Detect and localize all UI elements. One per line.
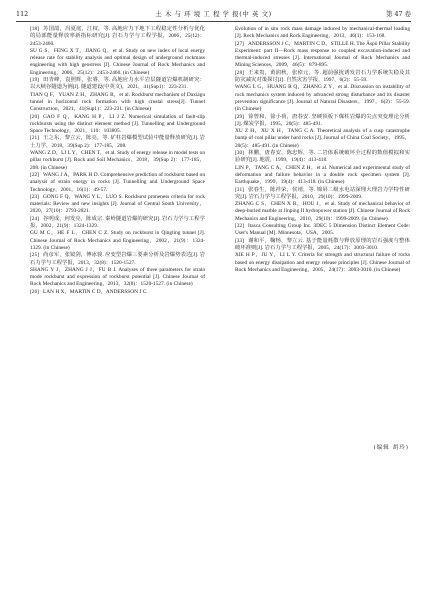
reference-translation [30,267,205,289]
reference-entry [222,26,410,41]
reference-line: TIAN Q F，YUAN Z H，ZHANG R，et al. Rockburst mechanism of Daxiagu tunnel in horizontal rock formation with high crustal stress[J]. Tunnel Construction，2021，41(Sup1)：223-231. (in Chinese) [30,91,205,113]
reference-translation [235,252,410,274]
reference-number: [19] [30,77,39,84]
reference-line: 张春生，陈祥荣，侯靖，等. 锦屏二级水电站深埋大理岩力学特性研究[J]. 岩石力学与工程学报，2010，29(10)：1999-2009. [235,186,410,200]
reference-text [30,135,205,150]
reference-number: [31] [235,186,244,193]
reference-entry [17,172,205,194]
reference-translation [30,150,205,172]
reference-line: XIE H P，JU Y，LI L Y. Criteria for strength and structural failure of rocks based on energy dissipation and energy release principles [J]. Chinese Journal of Rock Mechanics and Engineering，2005，24(17)：3003-3010. (in Chinese) [235,252,410,273]
reference-line: 尚彦军，张镜剑，傅冰骏. 应变型岩爆三要素分析及岩爆势表达[J]. 岩石力学与工程学报，2013，32(8)：1520-1527. [30,252,205,266]
reference-text [30,252,205,267]
reference-text [235,150,410,165]
reference-line: 徐曾和，徐小荷，唐春安. 坚硬顶板下煤柱岩爆的尖点突变理论分析[J]. 煤炭学报，1995，20(5)：485-491. [235,113,410,127]
reference-number: [33] [235,237,244,244]
reference-number: [30] [235,150,244,157]
reference-translation [235,165,410,187]
reference-line: 王来贵，黄润秋，张倬元，等. 超前强扰诱发岩石力学系统失稳及其防灾减灾对策探讨[J]. 自然灾害学报，1997，6(2)：55-59. [235,69,410,84]
reference-translation [30,48,205,77]
reference-number: [32] [235,223,244,230]
reference-number: [24] [30,215,39,222]
reference-number: [29] [235,113,244,120]
reference-number: [21] [30,135,39,142]
references-right-column [222,26,410,274]
reference-line: Itasca Consulting Group Inc. 3DEC 5 Dimension Distinct Element Code: User's Manual [M]. Minnesota，USA，2005. [235,223,410,237]
reference-entry [17,252,205,288]
reference-text [235,114,410,129]
reference-text [235,187,410,202]
reference-entry [222,238,410,274]
reference-line: LIN P，TANG C A，CHEN Z H，et al. Numerical and experimental study of deformation and failure behavior in a double rock specimen system [J]. Earthquake，1999，19(4)：413-418. (in Chinese) [235,164,410,186]
reference-line: 田青峰，袁照辉，张睿，等. 高地应力水平岩层隧道岩爆机制研究：以大峡谷隧道为例[J]. 隧道建设(中英文)，2021，41(Sup1)：223-231. [30,77,205,91]
reference-line: SU G S，FENG X T，JIANG Q，et al. Study on new index of local energy release rate for stability analysis and optimal design of underground rockmass engineering with high geostress [J]. Chinese Journal of Rock Mechanics and Engineering，2006，25(12)：2453-2460. (in Chinese) [30,47,205,76]
header-rule [16,21,411,22]
reference-number: [28] [235,69,244,76]
reference-line: WANG Z D，LI L Y，CHEN T，et al. Study of energy release in model tests on pillar rockburst [J]. Rock and Soil Mechanics，2018，39(Sup 2)：177-185，208. (in Chinese) [30,150,205,171]
reference-number: [23] [30,193,39,200]
reference-entry [17,77,205,113]
reference-text [30,194,205,216]
reference-text [235,26,410,41]
reference-line: ZHANG C S，CHEN X R，HOU J，et al. Study of mechanical behavior of deep-buried marble at Jinping II hydropower station [J]. Chinese Journal of Rock Mechanics and Engineering，2010，29(10)：1999-2009. (in Chinese) [235,201,410,222]
reference-entry [222,187,410,223]
reference-number: [18] [30,26,39,32]
reference-entry [17,135,205,171]
reference-translation [235,201,410,223]
reference-entry [17,26,205,77]
page-number: 112 [16,10,29,18]
reference-translation [30,230,205,252]
reference-text [30,216,205,231]
reference-text [30,26,205,48]
reference-line: 王之东，黎立云，陈亮，等. 矿柱岩爆模型试验中能量释放研究[J]. 岩土力学，2018，39(Sup 2)：177-185，208. [30,135,205,149]
reference-entry [222,223,410,238]
reference-number: [22] [30,171,39,178]
reference-text [30,77,205,92]
reference-translation [30,92,205,114]
reference-translation [235,128,410,150]
reference-line: ANDERSSON J C，MARTIN C D，STILLE H. The Äspö Pillar Stability Experiment: part II—Rock mass response to coupled excavation-induced and thermal-induced stresses [J]. International Journal of Rock Mechanics and Mining Sciences，2009，46(5)：879-895. [235,40,410,69]
reference-line: 谢和平，鞠杨，黎立云. 基于能量耗散与释放原理的岩石强度与整体破坏准则[J]. 岩石力学与工程学报，2005，24(17)：3003-3010. [235,237,410,251]
reference-entry [222,150,410,186]
references-left-column [17,26,205,296]
reference-line: 谷明成，何发亮，陈成宗. 秦岭隧道岩爆的研究[J]. 岩石力学与工程学报，2002，21(9)：1324-1329. [30,215,205,230]
reference-number: [27] [235,40,244,47]
reference-line: XU Z H，XU X H，TANG C A. Theoretical analysis of a cusp catastrophe bump of coal pillar under hard rocks [J]. Journal of China Coal Society，1995，20(5)：485-491. (in Chinese) [235,128,410,149]
reference-line: 林鹏，唐春安，陈忠辉，等. 二岩体系统破坏全过程的数值模拟和实验研究[J]. 地震，1999，19(4)：413-418. [235,150,410,164]
reference-text [235,70,410,85]
reference-text [235,238,410,253]
reference-text [30,172,205,194]
reference-line: Evolution of in situ rock mass damage induced by mechanical-thermal loading [J]. Rock Mechanics and Rock Engineering，2013，46(1)：153-168. [235,26,410,40]
reference-text [30,289,205,296]
reference-line: LAN H X，MARTIN C D，ANDERSSON J C. [43,288,148,295]
reference-line: WANG L G，HUANG R Q，ZHANG Z Y，et al. Discussion on instability of rock mechanics system induced by advanced strong disturbance and its disaster prevention significance [J]. Journal of Natural Disasters，1997，6(2)：55-59. (in Chinese) [235,84,410,113]
journal-title: 土 木 与 环 境 工 程 学 报(中 英 文) [155,10,272,18]
reference-text [30,114,205,136]
reference-entry [17,194,205,216]
reference-line: 苏国韶，冯夏庭，江权，等. 高地应力下地下工程稳定性分析与优化的局部能量释放率新指标研究[J]. 岩石力学与工程学报，2006，25(12)：2453-2460. [30,26,205,47]
page-header [16,8,411,20]
reference-entry [17,216,205,252]
reference-line: GAO F Q，KANG H P，LI J Z. Numerical simulation of fault-slip rockbursts using the distinct element method [J]. Tunnelling and Underground Space Technology，2021，110：103805. [30,113,205,135]
reference-line: GU M C，HE F L，CHEN C Z. Study on rockburst in Qingling tunnel [J]. Chinese Journal of Rock Mechanics and Engineering，2002，21(9)：1324-1329. (in Chinese) [30,230,205,251]
reference-entry [222,70,410,114]
reference-line: WANG J A，PARK H D. Comprehensive prediction of rockburst based on analysis of strain energy in rocks [J]. Tunnelling and Underground Space Technology，2001，16(1)：49-57. [30,171,205,193]
reference-line: GONG F Q，WANG Y L，LUO S. Rockburst proneness criteria for rock materials: Review and new insights [J]. Journal of Central South University，2020，27(10)：2793-2821. [30,193,205,215]
volume-label: 第 47 卷 [386,10,411,18]
reference-text [235,41,410,70]
reference-entry [222,114,410,150]
editor-note: (编辑 胡玲) [373,445,409,451]
reference-number: [25] [30,252,39,259]
reference-entry [17,289,205,296]
reference-text [235,223,410,238]
reference-entry [17,114,205,136]
reference-entry [222,41,410,70]
reference-translation [235,84,410,113]
reference-number: [20] [30,113,39,120]
reference-line: SHANG Y J，ZHANG J J，FU B J. Analyses of three parameters for strain mode rockburst and expression of rockburst potential [J]. Chinese Journal of Rock Mechanics and Engineering，2013，32(8)：1520-1527. (in Chinese) [30,266,205,288]
reference-number: [26] [30,288,39,295]
